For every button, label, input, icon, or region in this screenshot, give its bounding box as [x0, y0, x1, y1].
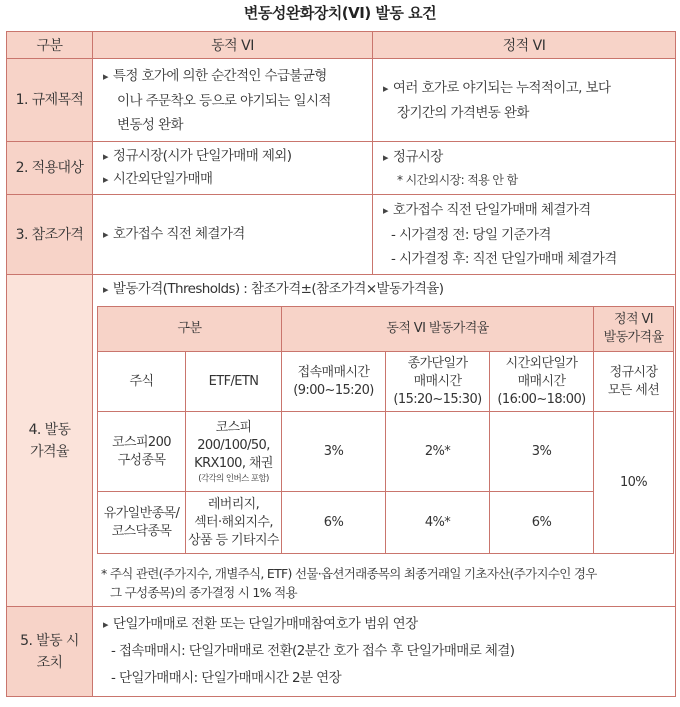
page-title: 변동성완화장치(VI) 발동 요건 [243, 4, 437, 22]
rate-r1-stock: 코스피200 구성종목 [98, 412, 186, 492]
rate-table-subheader [98, 352, 674, 412]
action-content [93, 607, 676, 697]
rate-sub-static: 정규시장 모든 세션 [594, 352, 674, 412]
row-rate [7, 275, 676, 607]
row-reference [7, 195, 676, 275]
reference-static-line-2: - 시가결정 전: 당일 기준가격 [391, 227, 551, 243]
target-static-note: * 시간외시장: 적용 안 함 [397, 172, 518, 187]
rate-table-header [98, 307, 674, 352]
reference-static [373, 195, 676, 275]
header-dynamic-vi: 동적 VI [93, 32, 373, 59]
purpose-dynamic-line-1: ▸ 특정 호가에 의한 순간적인 수급불균형 [103, 64, 364, 89]
action-line-3: - 단일가매매시: 단일가매매시간 2분 연장 [111, 670, 342, 686]
rate-r2-closing: 4%* [386, 492, 490, 554]
rate-r2-afterhours: 6% [490, 492, 594, 554]
purpose-dynamic-line-2: 이나 주문착오 등으로 야기되는 일시적 [117, 92, 331, 109]
rate-r1-afterhours: 3% [490, 412, 594, 492]
label-action: 5. 발동 시 조치 [7, 607, 93, 697]
rate-sub-etf: ETF/ETN [186, 352, 282, 412]
rate-r2-stock: 유가일반종목/ 코스닥종목 [98, 492, 186, 554]
label-rate-line-1: 4. 발동 [28, 421, 71, 438]
header-category: 구분 [7, 32, 93, 59]
label-purpose: 1. 규제목적 [7, 59, 93, 142]
reference-static-line-3: - 시가결정 후: 직전 단일가매매 체결가격 [391, 251, 617, 267]
label-reference: 3. 참조가격 [7, 195, 93, 275]
rate-sub-stock: 주식 [98, 352, 186, 412]
reference-dynamic [93, 195, 373, 275]
header-row [7, 32, 676, 59]
vi-requirements-table [6, 31, 676, 697]
row-target [7, 142, 676, 195]
row-action [7, 607, 676, 697]
rate-sub-closing: 종가단일가 매매시간 (15:20~15:30) [386, 352, 490, 412]
purpose-dynamic-line-3: 변동성 완화 [117, 116, 183, 133]
rate-h-dynamic: 동적 VI 발동가격율 [282, 307, 594, 352]
label-rate [7, 275, 93, 607]
rate-content [93, 275, 676, 607]
action-line-1: ▸ 단일가매매로 전환 또는 단일가매매참여호가 범위 연장 [103, 611, 667, 638]
rate-static-value: 10% [594, 412, 674, 554]
rate-table [97, 306, 674, 554]
rate-sub-continuous: 접속매매시간 (9:00~15:20) [282, 352, 386, 412]
rate-r1-continuous: 3% [282, 412, 386, 492]
rate-r2-continuous: 6% [282, 492, 386, 554]
rate-formula: ▸ 발동가격(Thresholds) : 참조가격±(참조가격×발동가격율) [103, 277, 667, 302]
target-dynamic-line-2: ▸ 시간외단일가매매 [103, 168, 364, 191]
target-dynamic-line-1: ▸ 정규시장(시가 단일가매매 제외) [103, 145, 364, 168]
rate-row-general [98, 492, 674, 554]
target-static-line-1: ▸ 정규시장 [383, 146, 667, 169]
rate-h-static: 정적 VI 발동가격율 [594, 307, 674, 352]
reference-dynamic-line-1: ▸ 호가접수 직전 체결가격 [103, 222, 364, 247]
reference-static-line-1: ▸ 호가접수 직전 단일가매매 체결가격 [383, 198, 667, 223]
label-target: 2. 적용대상 [7, 142, 93, 195]
target-static [373, 142, 676, 195]
row-purpose [7, 59, 676, 142]
label-rate-line-2: 가격율 [30, 443, 69, 460]
rate-r2-etf: 레버리지, 섹터·해외지수, 상품 등 기타지수 [186, 492, 282, 554]
purpose-dynamic [93, 59, 373, 142]
purpose-static-line-2: 장기간의 가격변동 완화 [397, 104, 529, 121]
rate-sub-afterhours: 시간외단일가 매매시간 (16:00~18:00) [490, 352, 594, 412]
rate-row-kospi200 [98, 412, 674, 492]
rate-r1-etf: 코스피 200/100/50, KRX100, 채권 (각각의 인버스 포함) [186, 412, 282, 492]
rate-h-category: 구분 [98, 307, 282, 352]
purpose-static-line-1: ▸ 여러 호가로 야기되는 누적적이고, 보다 [383, 76, 667, 101]
header-static-vi: 정적 VI [373, 32, 676, 59]
purpose-static [373, 59, 676, 142]
action-line-2: - 접속매매시: 단일가매매로 전환(2분간 호가 접수 후 단일가매매로 체결) [111, 643, 515, 659]
target-dynamic [93, 142, 373, 195]
rate-r1-closing: 2%* [386, 412, 490, 492]
rate-footnote: * 주식 관련(주가지수, 개별주식, ETF) 선물·옵션거래종목의 최종거래일 기초자산(주가지수인 경우 그 구성종목)의 종가결정 시 1% 적용 [101, 566, 597, 600]
